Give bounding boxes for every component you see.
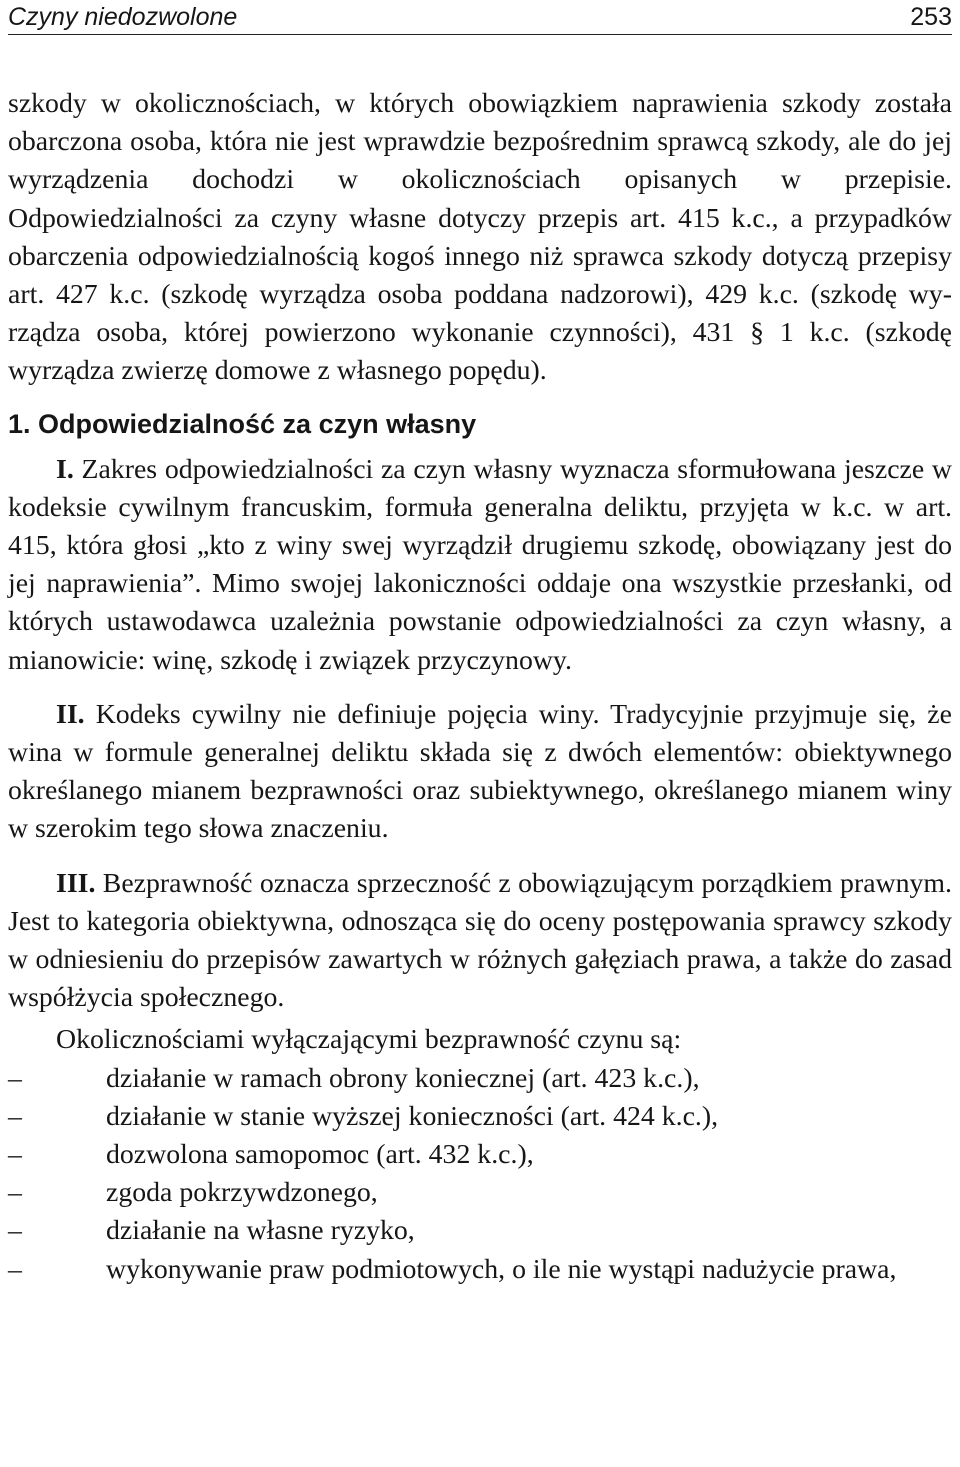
list-dash: – bbox=[8, 1062, 22, 1094]
page-number: 253 bbox=[910, 3, 952, 31]
list-item-text: działanie w stanie wyższej konieczności (art. 424 k.c.), bbox=[106, 1100, 719, 1132]
intro-paragraph: szkody w okolicznościach, w których obowiązkiem naprawienia szkody została obarczona osoba, która nie jest wprawdzie bezpośrednim sprawcą szkody, ale do jej wyrządzenia dochodzi w okolicznościach opisanych w przepisie. Odpowiedzialności za czyny własne dotyczy przepis art. 415 k.c., a przypadków obarczenia odpowiedzialnością kogoś innego niż sprawca szkody dotyczą przepisy art. 427 k.c. (szkodę wyrządza osoba poddana nadzorowi), 429 k.c. (szkodę wyrządza osoba, której powierzono wykonanie czynności), 431 § 1 k.c. (szkodę wyrządza zwierzę domowe z własnego popędu). bbox=[8, 88, 952, 387]
exclusions-list bbox=[8, 1060, 952, 1289]
page-body bbox=[8, 85, 952, 1289]
paragraph-ii bbox=[8, 696, 952, 849]
list-item-text: dozwolona samopomoc (art. 432 k.c.), bbox=[106, 1139, 534, 1171]
list-dash: – bbox=[8, 1100, 22, 1132]
paragraph-i-text: Zakres odpowiedzialności za czyn własny wyznacza sformułowana jeszcze w kodeksie cywilnym francuskim, formuła generalna deliktu, przyjęta w k.c. w art. 415, która głosi „kto z winy swej wyrządził drugiemu szkodę, obowiązany jest do jej naprawienia”. Mimo swojej lakoniczności oddaje ona wszystkie przesłanki, od których ustawodawca uzależnia powstanie odpowiedzialności za czyn własny, a mianowicie: winę, szkodę i związek przyczynowy. bbox=[8, 453, 952, 676]
book-page bbox=[8, 0, 952, 1289]
list-item bbox=[8, 1098, 952, 1136]
list-dash: – bbox=[8, 1177, 22, 1209]
list-item-text: działanie w ramach obrony koniecznej (art. 423 k.c.), bbox=[106, 1062, 700, 1094]
list-item-text: zgoda pokrzywdzonego, bbox=[106, 1177, 378, 1209]
list-intro: Okolicznościami wyłączającymi bezprawność czynu są: bbox=[56, 1024, 682, 1056]
list-dash: – bbox=[8, 1253, 22, 1285]
chapter-title: Czyny niedozwolone bbox=[8, 3, 238, 31]
list-item-text: wykonywanie praw podmiotowych, o ile nie wystąpi nadużycie prawa, bbox=[106, 1253, 897, 1285]
section-heading: 1. Odpowiedzialność za czyn własny bbox=[8, 408, 477, 439]
list-dash: – bbox=[8, 1139, 22, 1171]
list-item-text: działanie na własne ryzyko, bbox=[106, 1215, 415, 1247]
paragraph-iii bbox=[8, 865, 952, 1018]
paragraph-ii-marker: II. bbox=[56, 698, 85, 730]
running-header bbox=[8, 0, 952, 35]
paragraph-iii-text: Bezprawność oznacza sprzeczność z obowiązującym porządkiem prawnym. Jest to kategoria obiektywna, odnosząca się do oceny postępowania sprawcy szkody w odniesieniu do przepisów zawartych w różnych gałęziach prawa, a także do zasad współżycia społecznego. bbox=[8, 867, 952, 1014]
paragraph-ii-text: Kodeks cywilny nie definiuje pojęcia winy. Tradycyjnie przyjmuje się, że wina w formule generalnej deliktu składa się z dwóch elementów: obiektywnego określanego mianem bezprawności oraz subiektywnego, określanego mianem winy w szerokim tego słowa znaczeniu. bbox=[8, 698, 952, 845]
paragraph-i-marker: I. bbox=[56, 453, 74, 485]
list-item bbox=[8, 1212, 952, 1250]
list-item bbox=[8, 1251, 952, 1289]
list-item bbox=[8, 1060, 952, 1098]
paragraph-i bbox=[8, 451, 952, 680]
list-item bbox=[8, 1174, 952, 1212]
list-item bbox=[8, 1136, 952, 1174]
paragraph-iii-marker: III. bbox=[56, 867, 96, 899]
list-dash: – bbox=[8, 1215, 22, 1247]
